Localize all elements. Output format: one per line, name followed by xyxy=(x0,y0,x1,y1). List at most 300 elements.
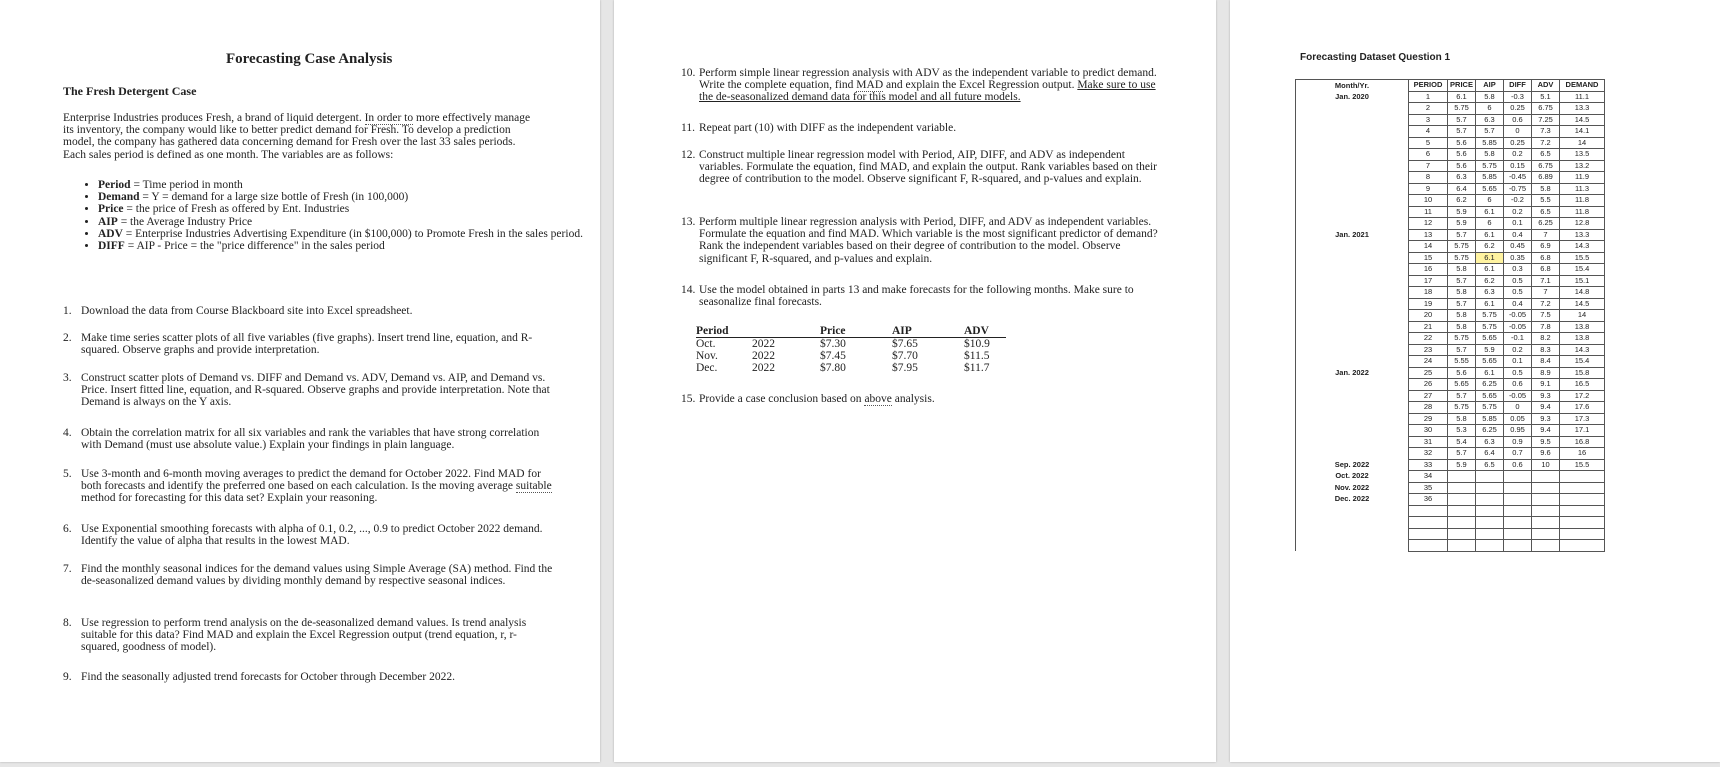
table-cell xyxy=(1296,436,1409,448)
list-item: • Period = Time period in month xyxy=(98,179,590,191)
table-cell: 11.1 xyxy=(1560,91,1605,103)
table-cell xyxy=(1448,505,1476,517)
table-cell: 5.65 xyxy=(1476,333,1504,345)
table-cell: 5.65 xyxy=(1476,356,1504,368)
table-row xyxy=(1296,195,1605,207)
question-7: 7. Find the monthly seasonal indices for the demand values using Simple Average (SA) method. Find the de-seasonalized demand values by dividing monthly demand by respective seasonal indices. xyxy=(63,563,553,588)
forecast-header xyxy=(752,325,820,338)
table-cell: 5.9 xyxy=(1476,344,1504,356)
table-cell xyxy=(1504,517,1532,529)
table-cell xyxy=(1296,287,1409,299)
table-row xyxy=(1296,367,1605,379)
table-cell: 11.9 xyxy=(1560,172,1605,184)
table-cell: 6.5 xyxy=(1532,206,1560,218)
table-cell: 5.75 xyxy=(1476,402,1504,414)
table-row xyxy=(1296,540,1605,552)
table-cell: 5.6 xyxy=(1448,160,1476,172)
table-cell: 14.3 xyxy=(1560,241,1605,253)
table-row xyxy=(1296,402,1605,414)
table-cell: 5.75 xyxy=(1448,402,1476,414)
table-cell: 0.6 xyxy=(1504,459,1532,471)
table-row xyxy=(1296,275,1605,287)
table-cell: 6.3 xyxy=(1448,172,1476,184)
question-15: 15. Provide a case conclusion based on above analysis. xyxy=(681,393,935,405)
table-cell: 5.8 xyxy=(1448,321,1476,333)
table-cell: 6.3 xyxy=(1476,436,1504,448)
table-row: Oct. 2022 $7.30 $7.65 $10.9 xyxy=(696,338,990,350)
column-header: DEMAND xyxy=(1560,80,1605,92)
case-title: The Fresh Detergent Case xyxy=(63,84,197,98)
table-cell: 4 xyxy=(1409,126,1448,138)
table-cell xyxy=(1296,103,1409,115)
table-cell xyxy=(1476,471,1504,483)
column-header: Month/Yr. xyxy=(1296,80,1409,92)
table-cell xyxy=(1296,137,1409,149)
table-cell: 0.2 xyxy=(1504,149,1532,161)
table-cell xyxy=(1409,528,1448,540)
table-cell xyxy=(1476,482,1504,494)
table-row xyxy=(1296,287,1605,299)
list-item: • Price = the price of Fresh as offered by Ent. Industries xyxy=(98,203,590,215)
table-cell: 5 xyxy=(1409,137,1448,149)
table-cell xyxy=(1296,264,1409,276)
table-cell: -0.2 xyxy=(1504,195,1532,207)
table-cell: 32 xyxy=(1409,448,1448,460)
question-4: 4. Obtain the correlation matrix for all six variables and rank the variables that have strong correlation with Demand (must use absolute value.) Explain your findings in plain language. xyxy=(63,427,540,452)
table-cell: 13.3 xyxy=(1560,103,1605,115)
table-cell: 0.5 xyxy=(1504,275,1532,287)
table-cell: 13.5 xyxy=(1560,149,1605,161)
table-cell: -0.1 xyxy=(1504,333,1532,345)
table-cell xyxy=(1296,275,1409,287)
table-cell: 0 xyxy=(1504,126,1532,138)
table-cell: 6.5 xyxy=(1476,459,1504,471)
table-cell: 0.4 xyxy=(1504,229,1532,241)
forecast-table xyxy=(696,325,1006,374)
table-row xyxy=(1296,482,1605,494)
document-page-3 xyxy=(1230,0,1720,762)
table-cell: 0.25 xyxy=(1504,103,1532,115)
table-cell: 5.65 xyxy=(1476,390,1504,402)
table-cell: 5.9 xyxy=(1448,218,1476,230)
table-cell: 0.5 xyxy=(1504,367,1532,379)
table-cell: 5.75 xyxy=(1448,252,1476,264)
table-cell: 27 xyxy=(1409,390,1448,402)
page-title: Forecasting Case Analysis xyxy=(226,51,393,67)
table-cell: 21 xyxy=(1409,321,1448,333)
table-cell: 0.3 xyxy=(1504,264,1532,276)
table-cell xyxy=(1296,114,1409,126)
table-cell: 5.75 xyxy=(1448,333,1476,345)
table-cell xyxy=(1296,425,1409,437)
question-5: 5. Use 3-month and 6-month moving averages to predict the demand for October 2022. Find MAD for both forecasts and identify the preferred one based on each calculation. Is the moving average suitable method for forecasting for this data set? Explain your reasoning. xyxy=(63,468,552,505)
table-cell: Jan. 2020 xyxy=(1296,91,1409,103)
table-cell: 7.25 xyxy=(1532,114,1560,126)
table-cell xyxy=(1296,195,1409,207)
table-cell: 0.35 xyxy=(1504,252,1532,264)
table-cell xyxy=(1296,126,1409,138)
dataset-title: Forecasting Dataset Question 1 xyxy=(1300,52,1451,63)
table-row xyxy=(1296,344,1605,356)
table-cell: 6.2 xyxy=(1476,241,1504,253)
table-cell xyxy=(1409,517,1448,529)
question-8: 8. Use regression to perform trend analysis on the de-seasonalized demand values. Is trend analysis suitable for this data? Find MAD and explain the Excel Regression output (trend equation, r, r-squared, goodness of model). xyxy=(63,617,527,654)
table-cell xyxy=(1532,482,1560,494)
dataset-header-row xyxy=(1296,80,1605,92)
list-item: • ADV = Enterprise Industries Advertising Expenditure (in $100,000) to Promote Fresh in the sales period. xyxy=(98,228,590,240)
table-cell: 14.5 xyxy=(1560,298,1605,310)
table-cell: 5.8 xyxy=(1532,183,1560,195)
table-cell: 17.3 xyxy=(1560,413,1605,425)
table-cell xyxy=(1476,517,1504,529)
table-cell xyxy=(1560,471,1605,483)
table-cell: 14 xyxy=(1560,310,1605,322)
table-cell: 0.5 xyxy=(1504,287,1532,299)
table-row xyxy=(1296,505,1605,517)
table-cell: 0.9 xyxy=(1504,436,1532,448)
table-cell: 5.7 xyxy=(1476,126,1504,138)
table-cell: 14.8 xyxy=(1560,287,1605,299)
table-cell: 0.95 xyxy=(1504,425,1532,437)
question-2: 2. Make time series scatter plots of all five variables (five graphs). Insert trend line, equation, and R-squared. Observe graphs and provide interpretation. xyxy=(63,332,533,357)
table-cell xyxy=(1296,149,1409,161)
table-cell: 2 xyxy=(1409,103,1448,115)
table-cell: 15 xyxy=(1409,252,1448,264)
table-cell: -0.05 xyxy=(1504,321,1532,333)
table-row xyxy=(1296,390,1605,402)
table-cell: 0.05 xyxy=(1504,413,1532,425)
table-cell: 14.5 xyxy=(1560,114,1605,126)
table-cell: Jan. 2021 xyxy=(1296,229,1409,241)
table-row xyxy=(1296,321,1605,333)
table-cell: 5.6 xyxy=(1448,367,1476,379)
table-cell: 5.85 xyxy=(1476,172,1504,184)
table-cell: 13.3 xyxy=(1560,229,1605,241)
table-cell: 17.1 xyxy=(1560,425,1605,437)
table-cell: 11.8 xyxy=(1560,206,1605,218)
table-cell xyxy=(1448,517,1476,529)
table-cell: -0.75 xyxy=(1504,183,1532,195)
table-cell: 6.1 xyxy=(1476,367,1504,379)
table-cell xyxy=(1476,540,1504,552)
table-cell: 10 xyxy=(1409,195,1448,207)
table-cell: 9.6 xyxy=(1532,448,1560,460)
table-cell: 13.2 xyxy=(1560,160,1605,172)
table-cell: -0.45 xyxy=(1504,172,1532,184)
table-cell: 6.4 xyxy=(1476,448,1504,460)
table-cell: 0.2 xyxy=(1504,344,1532,356)
table-cell: 33 xyxy=(1409,459,1448,471)
table-cell: 8.9 xyxy=(1532,367,1560,379)
table-cell: 6 xyxy=(1476,103,1504,115)
table-cell: 36 xyxy=(1409,494,1448,506)
table-cell: 14.3 xyxy=(1560,344,1605,356)
forecast-header: Period xyxy=(696,325,752,338)
table-cell xyxy=(1560,540,1605,552)
table-cell: 6.1 xyxy=(1476,264,1504,276)
table-cell: 0.15 xyxy=(1504,160,1532,172)
table-cell: 19 xyxy=(1409,298,1448,310)
table-cell xyxy=(1560,494,1605,506)
list-item: • AIP = the Average Industry Price xyxy=(98,216,590,228)
table-cell: 22 xyxy=(1409,333,1448,345)
table-cell xyxy=(1296,540,1409,552)
table-cell: 15.4 xyxy=(1560,356,1605,368)
forecast-header: ADV xyxy=(964,325,1006,338)
table-cell: 5.75 xyxy=(1476,160,1504,172)
table-cell xyxy=(1296,298,1409,310)
table-cell: 16 xyxy=(1560,448,1605,460)
table-cell: 5.8 xyxy=(1448,413,1476,425)
table-cell xyxy=(1476,494,1504,506)
table-row xyxy=(1296,448,1605,460)
table-cell xyxy=(1532,517,1560,529)
table-cell: 15.4 xyxy=(1560,264,1605,276)
table-cell: 7 xyxy=(1409,160,1448,172)
table-cell xyxy=(1296,333,1409,345)
table-row xyxy=(1296,333,1605,345)
table-cell: 6.8 xyxy=(1532,252,1560,264)
table-cell: 6.8 xyxy=(1532,264,1560,276)
table-row xyxy=(1296,137,1605,149)
document-page-1 xyxy=(0,0,600,762)
table-cell: 5.7 xyxy=(1448,344,1476,356)
table-cell xyxy=(1504,505,1532,517)
dataset-table xyxy=(1295,79,1605,552)
table-cell: 0.1 xyxy=(1504,356,1532,368)
list-item: • DIFF = AIP - Price = the "price difference" in the sales period xyxy=(98,240,590,252)
table-cell: 5.55 xyxy=(1448,356,1476,368)
question-1: 1. Download the data from Course Blackboard site into Excel spreadsheet. xyxy=(63,305,413,317)
table-cell: 6 xyxy=(1409,149,1448,161)
table-cell xyxy=(1560,517,1605,529)
table-cell: Sep. 2022 xyxy=(1296,459,1409,471)
table-cell: 0 xyxy=(1504,402,1532,414)
table-cell xyxy=(1296,344,1409,356)
table-cell: 6.25 xyxy=(1476,379,1504,391)
table-cell: 15.5 xyxy=(1560,252,1605,264)
question-11: 11. Repeat part (10) with DIFF as the independent variable. xyxy=(681,122,957,134)
table-cell xyxy=(1560,528,1605,540)
table-cell: 6.25 xyxy=(1532,218,1560,230)
forecast-header: AIP xyxy=(892,325,964,338)
table-row xyxy=(1296,252,1605,264)
table-cell: -0.05 xyxy=(1504,310,1532,322)
table-cell: 8.3 xyxy=(1532,344,1560,356)
table-cell: -0.3 xyxy=(1504,91,1532,103)
table-cell: 8.2 xyxy=(1532,333,1560,345)
table-cell: 7.2 xyxy=(1532,137,1560,149)
table-cell: 5.7 xyxy=(1448,229,1476,241)
table-cell: 16.8 xyxy=(1560,436,1605,448)
table-cell xyxy=(1296,160,1409,172)
table-cell: 13.8 xyxy=(1560,321,1605,333)
table-cell: 29 xyxy=(1409,413,1448,425)
table-cell xyxy=(1532,540,1560,552)
table-cell: 5.75 xyxy=(1476,310,1504,322)
table-cell: 12.8 xyxy=(1560,218,1605,230)
table-cell: 11.3 xyxy=(1560,183,1605,195)
table-row xyxy=(1296,494,1605,506)
table-cell: 5.9 xyxy=(1448,459,1476,471)
table-cell: 5.85 xyxy=(1476,137,1504,149)
table-row xyxy=(1296,517,1605,529)
column-header: ADV xyxy=(1532,80,1560,92)
table-row xyxy=(1296,114,1605,126)
table-cell: 5.75 xyxy=(1476,321,1504,333)
table-row xyxy=(1296,528,1605,540)
table-cell: 9.4 xyxy=(1532,425,1560,437)
table-cell: 6.5 xyxy=(1532,149,1560,161)
table-cell xyxy=(1296,206,1409,218)
question-9: 9. Find the seasonally adjusted trend forecasts for October through December 2022. xyxy=(63,671,455,683)
table-cell: 17 xyxy=(1409,275,1448,287)
column-header: DIFF xyxy=(1504,80,1532,92)
table-cell: 11 xyxy=(1409,206,1448,218)
table-cell: 6.9 xyxy=(1532,241,1560,253)
table-cell: 18 xyxy=(1409,287,1448,299)
table-cell: 0.4 xyxy=(1504,298,1532,310)
table-cell: 9.5 xyxy=(1532,436,1560,448)
table-cell: 5.1 xyxy=(1532,91,1560,103)
table-row xyxy=(1296,241,1605,253)
table-row xyxy=(1296,471,1605,483)
table-cell: 5.65 xyxy=(1476,183,1504,195)
table-cell xyxy=(1296,379,1409,391)
table-row xyxy=(1296,172,1605,184)
table-cell xyxy=(1448,540,1476,552)
table-cell: 6.3 xyxy=(1476,287,1504,299)
table-cell xyxy=(1504,494,1532,506)
table-row xyxy=(1296,298,1605,310)
table-cell: 7.3 xyxy=(1532,126,1560,138)
table-cell: 6 xyxy=(1476,195,1504,207)
table-row xyxy=(1296,183,1605,195)
table-cell: 24 xyxy=(1409,356,1448,368)
table-cell: 5.7 xyxy=(1448,114,1476,126)
table-cell xyxy=(1296,310,1409,322)
table-cell: 9.3 xyxy=(1532,390,1560,402)
table-cell: 5.5 xyxy=(1532,195,1560,207)
table-cell xyxy=(1532,494,1560,506)
table-cell: 0.6 xyxy=(1504,379,1532,391)
forecast-header: Price xyxy=(820,325,892,338)
table-cell xyxy=(1560,505,1605,517)
table-cell: 6 xyxy=(1476,218,1504,230)
table-row: Dec. 2022 $7.80 $7.95 $11.7 xyxy=(696,362,990,374)
table-cell: 13 xyxy=(1409,229,1448,241)
table-cell: 5.8 xyxy=(1476,149,1504,161)
table-row xyxy=(1296,149,1605,161)
table-cell: Nov. 2022 xyxy=(1296,482,1409,494)
table-cell xyxy=(1448,482,1476,494)
table-cell xyxy=(1504,528,1532,540)
table-cell: 5.75 xyxy=(1448,103,1476,115)
table-cell: Jan. 2022 xyxy=(1296,367,1409,379)
table-cell: 6.2 xyxy=(1448,195,1476,207)
table-cell xyxy=(1296,356,1409,368)
table-row xyxy=(1296,356,1605,368)
table-cell: 5.8 xyxy=(1448,287,1476,299)
table-cell xyxy=(1296,402,1409,414)
table-cell: 5.75 xyxy=(1448,241,1476,253)
table-cell: 0.1 xyxy=(1504,218,1532,230)
table-cell: 28 xyxy=(1409,402,1448,414)
table-cell xyxy=(1532,528,1560,540)
table-cell: 5.7 xyxy=(1448,275,1476,287)
table-cell: 17.6 xyxy=(1560,402,1605,414)
table-cell: 5.6 xyxy=(1448,149,1476,161)
column-header: AIP xyxy=(1476,80,1504,92)
table-cell: 5.65 xyxy=(1448,379,1476,391)
question-14: 14. Use the model obtained in parts 13 and make forecasts for the following months. Make sure to seasonalize final forecasts. xyxy=(681,284,1134,309)
table-cell xyxy=(1476,505,1504,517)
table-row xyxy=(1296,218,1605,230)
table-cell: 1 xyxy=(1409,91,1448,103)
intro-paragraph: Enterprise Industries produces Fresh, a brand of liquid detergent. In order to more effectively manage its inventory, the company would like to better predict demand for Fresh. To develop a prediction model, the company has gathered data concerning demand for Fresh over the last 33 sales periods. Each sales period is defined as one month. The variables are as follows: xyxy=(63,112,531,161)
table-cell: 6.1 xyxy=(1476,252,1504,264)
table-cell: 9.1 xyxy=(1532,379,1560,391)
table-cell: 25 xyxy=(1409,367,1448,379)
table-cell: 5.8 xyxy=(1448,264,1476,276)
table-cell: 15.8 xyxy=(1560,367,1605,379)
table-cell xyxy=(1296,413,1409,425)
table-cell xyxy=(1296,218,1409,230)
table-cell: 7.5 xyxy=(1532,310,1560,322)
table-cell: 9 xyxy=(1409,183,1448,195)
table-cell: 34 xyxy=(1409,471,1448,483)
table-cell: 13.8 xyxy=(1560,333,1605,345)
table-cell: -0.05 xyxy=(1504,390,1532,402)
table-cell: 6.3 xyxy=(1476,114,1504,126)
question-12: 12. Construct multiple linear regression model with Period, AIP, DIFF, and ADV as independent variables. Formulate the equation, find MAD, and explain the output. Rank variables based on their degree of contribution to the model. Observe significant F, R-squared, and p-values and explain. xyxy=(681,149,1157,186)
table-cell: 23 xyxy=(1409,344,1448,356)
table-cell: 5.7 xyxy=(1448,126,1476,138)
table-cell xyxy=(1448,494,1476,506)
table-row xyxy=(1296,126,1605,138)
table-cell: 5.8 xyxy=(1448,310,1476,322)
table-cell: 7.2 xyxy=(1532,298,1560,310)
table-cell xyxy=(1409,505,1448,517)
variable-list xyxy=(63,179,590,252)
table-cell: 30 xyxy=(1409,425,1448,437)
table-cell: 6.75 xyxy=(1532,103,1560,115)
table-row xyxy=(1296,229,1605,241)
table-cell xyxy=(1296,517,1409,529)
table-cell xyxy=(1296,241,1409,253)
table-cell: 9.3 xyxy=(1532,413,1560,425)
table-cell: 0.2 xyxy=(1504,206,1532,218)
table-row xyxy=(1296,413,1605,425)
question-6: 6. Use Exponential smoothing forecasts with alpha of 0.1, 0.2, ..., 0.9 to predict October 2022 demand. Identify the value of alpha that results in the lowest MAD. xyxy=(63,523,543,548)
table-row xyxy=(1296,310,1605,322)
table-cell xyxy=(1532,471,1560,483)
table-cell: 3 xyxy=(1409,114,1448,126)
table-cell: 35 xyxy=(1409,482,1448,494)
table-cell: 5.8 xyxy=(1476,91,1504,103)
table-cell: 6.89 xyxy=(1532,172,1560,184)
table-cell: 8.4 xyxy=(1532,356,1560,368)
table-cell xyxy=(1560,482,1605,494)
table-cell xyxy=(1296,252,1409,264)
table-cell xyxy=(1448,528,1476,540)
question-10: 10. Perform simple linear regression analysis with ADV as the independent variable to predict demand. Write the complete equation, find MAD and explain the Excel Regression output. Make sure to use the de-seasonalized demand data for this model and all future models. xyxy=(681,67,1157,104)
table-cell: 11.8 xyxy=(1560,195,1605,207)
table-cell: 20 xyxy=(1409,310,1448,322)
table-cell: 5.7 xyxy=(1448,448,1476,460)
table-row xyxy=(1296,459,1605,471)
table-cell: 6.1 xyxy=(1476,206,1504,218)
